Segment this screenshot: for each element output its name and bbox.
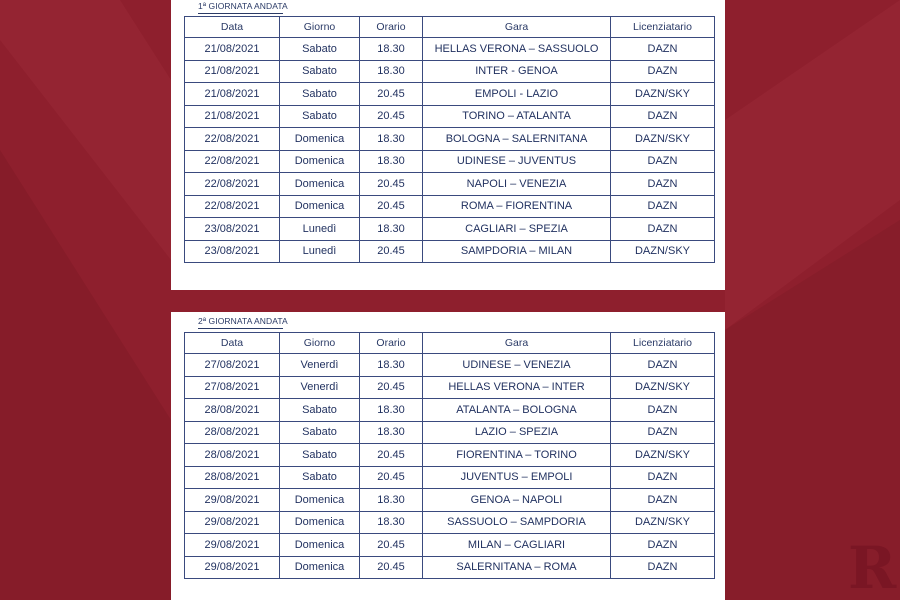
cell-broadcaster: DAZN: [611, 60, 715, 83]
column-header-date: Data: [185, 333, 280, 354]
cell-day: Sabato: [280, 60, 360, 83]
cell-broadcaster: DAZN/SKY: [611, 128, 715, 151]
table-row: [185, 466, 715, 489]
cell-broadcaster: DAZN: [611, 218, 715, 241]
table-row: [185, 421, 715, 444]
cell-match: MILAN – CAGLIARI: [423, 534, 611, 557]
table-row: [185, 534, 715, 557]
cell-day: Lunedì: [280, 218, 360, 241]
cell-time: 20.45: [360, 376, 423, 399]
cell-match: UDINESE – VENEZIA: [423, 354, 611, 377]
cell-day: Sabato: [280, 444, 360, 467]
cell-date: 22/08/2021: [185, 128, 280, 151]
cell-day: Domenica: [280, 173, 360, 196]
cell-day: Domenica: [280, 534, 360, 557]
cell-broadcaster: DAZN: [611, 195, 715, 218]
table-row: [185, 128, 715, 151]
table-header-row: [185, 333, 715, 354]
column-header-match: Gara: [423, 17, 611, 38]
cell-date: 28/08/2021: [185, 444, 280, 467]
table-row: [185, 444, 715, 467]
cell-match: NAPOLI – VENEZIA: [423, 173, 611, 196]
cell-time: 20.45: [360, 556, 423, 579]
cell-match: INTER - GENOA: [423, 60, 611, 83]
cell-date: 21/08/2021: [185, 60, 280, 83]
cell-broadcaster: DAZN: [611, 556, 715, 579]
cell-time: 20.45: [360, 195, 423, 218]
cell-match: CAGLIARI – SPEZIA: [423, 218, 611, 241]
cell-time: 18.30: [360, 128, 423, 151]
cell-day: Domenica: [280, 128, 360, 151]
cell-time: 18.30: [360, 60, 423, 83]
round-1-title: 1ª GIORNATA ANDATA: [198, 1, 288, 11]
cell-day: Venerdì: [280, 376, 360, 399]
cell-date: 21/08/2021: [185, 38, 280, 61]
cell-time: 20.45: [360, 534, 423, 557]
cell-match: SASSUOLO – SAMPDORIA: [423, 511, 611, 534]
cell-time: 18.30: [360, 511, 423, 534]
round-1-schedule-table: [184, 16, 715, 263]
R-logo-watermark: R: [848, 534, 897, 600]
cell-broadcaster: DAZN/SKY: [611, 83, 715, 106]
cell-broadcaster: DAZN: [611, 150, 715, 173]
column-header-time: Orario: [360, 17, 423, 38]
table-row: [185, 150, 715, 173]
cell-time: 18.30: [360, 489, 423, 512]
cell-date: 22/08/2021: [185, 150, 280, 173]
cell-time: 18.30: [360, 38, 423, 61]
table-row: [185, 399, 715, 422]
cell-date: 28/08/2021: [185, 421, 280, 444]
cell-broadcaster: DAZN: [611, 399, 715, 422]
round-1-card: [171, 0, 725, 290]
cell-broadcaster: DAZN: [611, 534, 715, 557]
cell-day: Domenica: [280, 489, 360, 512]
table-row: [185, 83, 715, 106]
cell-day: Sabato: [280, 466, 360, 489]
cell-match: TORINO – ATALANTA: [423, 105, 611, 128]
table-header-row: [185, 17, 715, 38]
cell-broadcaster: DAZN: [611, 38, 715, 61]
cell-day: Sabato: [280, 399, 360, 422]
cell-day: Venerdì: [280, 354, 360, 377]
cell-date: 21/08/2021: [185, 83, 280, 106]
round-2-card: [171, 312, 725, 600]
table-row: [185, 195, 715, 218]
column-header-day: Giorno: [280, 17, 360, 38]
cell-match: UDINESE – JUVENTUS: [423, 150, 611, 173]
cell-day: Sabato: [280, 421, 360, 444]
cell-date: 27/08/2021: [185, 354, 280, 377]
cell-time: 20.45: [360, 173, 423, 196]
cell-broadcaster: DAZN: [611, 354, 715, 377]
table-row: [185, 240, 715, 263]
cell-day: Domenica: [280, 150, 360, 173]
cell-match: JUVENTUS – EMPOLI: [423, 466, 611, 489]
cell-date: 23/08/2021: [185, 218, 280, 241]
table-row: [185, 218, 715, 241]
cell-date: 29/08/2021: [185, 489, 280, 512]
table-row: [185, 489, 715, 512]
cell-match: HELLAS VERONA – INTER: [423, 376, 611, 399]
cell-day: Sabato: [280, 38, 360, 61]
cell-time: 20.45: [360, 83, 423, 106]
cell-day: Domenica: [280, 511, 360, 534]
cell-date: 22/08/2021: [185, 195, 280, 218]
cell-date: 29/08/2021: [185, 556, 280, 579]
cell-date: 28/08/2021: [185, 466, 280, 489]
round-1-title-underline: [198, 13, 283, 14]
cell-date: 28/08/2021: [185, 399, 280, 422]
column-header-match: Gara: [423, 333, 611, 354]
cell-broadcaster: DAZN/SKY: [611, 511, 715, 534]
table-row: [185, 105, 715, 128]
cell-day: Sabato: [280, 105, 360, 128]
table-row: [185, 60, 715, 83]
cell-date: 29/08/2021: [185, 534, 280, 557]
cell-date: 21/08/2021: [185, 105, 280, 128]
column-header-date: Data: [185, 17, 280, 38]
cell-match: ATALANTA – BOLOGNA: [423, 399, 611, 422]
cell-broadcaster: DAZN: [611, 489, 715, 512]
table-row: [185, 38, 715, 61]
round-2-title-underline: [198, 328, 283, 329]
cell-broadcaster: DAZN: [611, 466, 715, 489]
cell-time: 18.30: [360, 218, 423, 241]
table-row: [185, 511, 715, 534]
round-2-title: 2ª GIORNATA ANDATA: [198, 316, 288, 326]
cell-time: 20.45: [360, 466, 423, 489]
cell-broadcaster: DAZN: [611, 105, 715, 128]
cell-date: 27/08/2021: [185, 376, 280, 399]
cell-date: 29/08/2021: [185, 511, 280, 534]
cell-time: 18.30: [360, 354, 423, 377]
cell-time: 20.45: [360, 105, 423, 128]
cell-day: Domenica: [280, 556, 360, 579]
cell-match: SALERNITANA – ROMA: [423, 556, 611, 579]
cell-broadcaster: DAZN/SKY: [611, 444, 715, 467]
column-header-time: Orario: [360, 333, 423, 354]
column-header-broadcaster: Licenziatario: [611, 333, 715, 354]
cell-broadcaster: DAZN/SKY: [611, 240, 715, 263]
cell-broadcaster: DAZN/SKY: [611, 376, 715, 399]
table-row: [185, 173, 715, 196]
cell-day: Sabato: [280, 83, 360, 106]
column-header-day: Giorno: [280, 333, 360, 354]
cell-date: 22/08/2021: [185, 173, 280, 196]
cell-match: GENOA – NAPOLI: [423, 489, 611, 512]
table-row: [185, 556, 715, 579]
cell-time: 18.30: [360, 399, 423, 422]
cell-match: HELLAS VERONA – SASSUOLO: [423, 38, 611, 61]
cell-match: SAMPDORIA – MILAN: [423, 240, 611, 263]
column-header-broadcaster: Licenziatario: [611, 17, 715, 38]
cell-day: Domenica: [280, 195, 360, 218]
cell-match: FIORENTINA – TORINO: [423, 444, 611, 467]
cell-broadcaster: DAZN: [611, 173, 715, 196]
cell-match: LAZIO – SPEZIA: [423, 421, 611, 444]
cell-time: 20.45: [360, 444, 423, 467]
cell-date: 23/08/2021: [185, 240, 280, 263]
cell-match: ROMA – FIORENTINA: [423, 195, 611, 218]
round-2-schedule-table: [184, 332, 715, 579]
cell-match: EMPOLI - LAZIO: [423, 83, 611, 106]
cell-time: 20.45: [360, 240, 423, 263]
cell-match: BOLOGNA – SALERNITANA: [423, 128, 611, 151]
cell-time: 18.30: [360, 421, 423, 444]
table-row: [185, 376, 715, 399]
cell-broadcaster: DAZN: [611, 421, 715, 444]
cell-day: Lunedì: [280, 240, 360, 263]
table-row: [185, 354, 715, 377]
cell-time: 18.30: [360, 150, 423, 173]
